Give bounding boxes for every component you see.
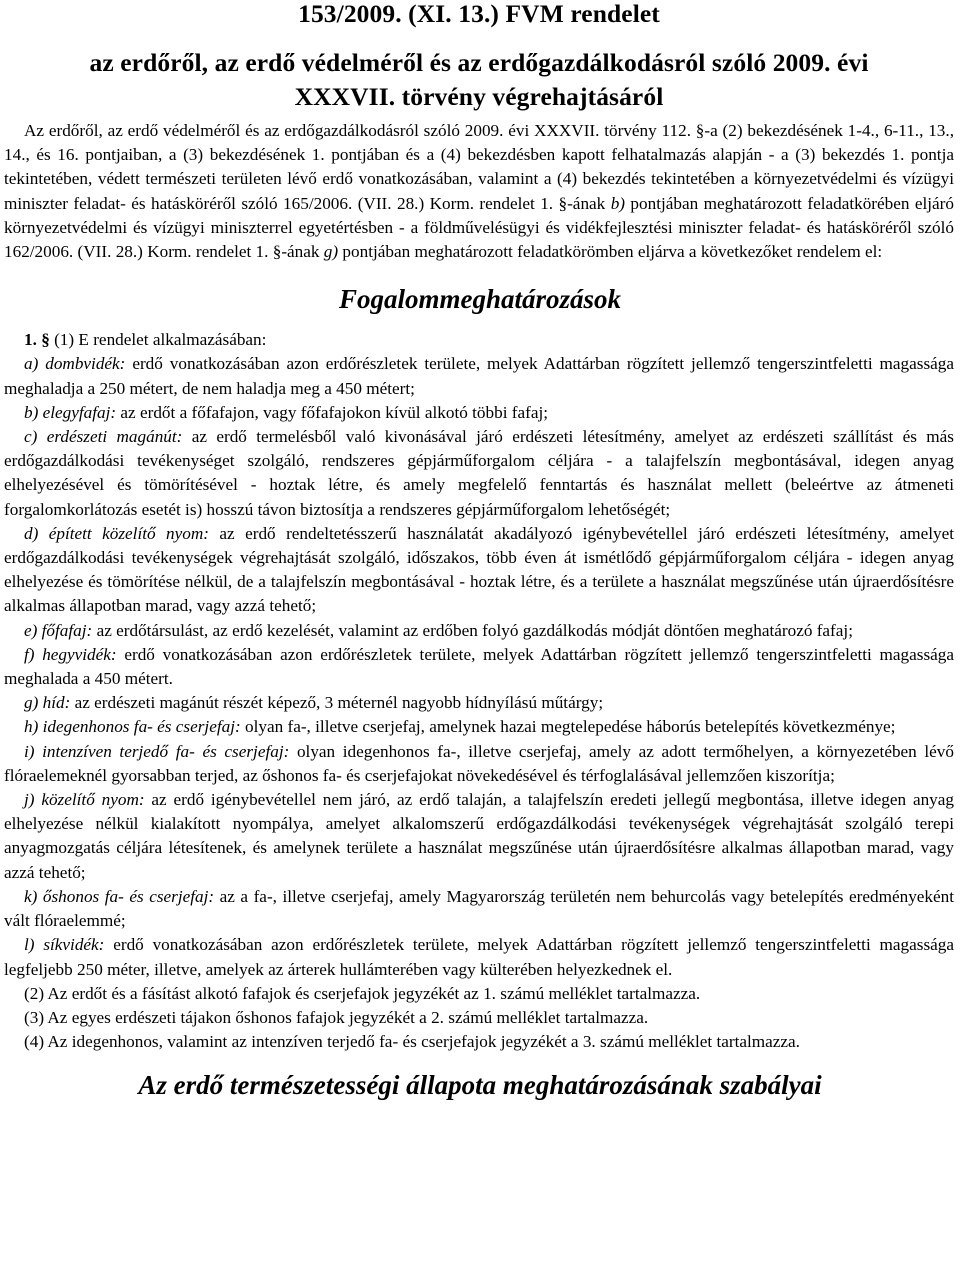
definition-text: erdő vonatkozásában azon erdőrészletek területe, melyek Adattárban rögzített jellemző tengerszintfeletti magassága meghaladja a 250 métert, de nem haladja meg a 450 métert; (4, 354, 954, 398)
definition-term: i) intenzíven terjedő fa- és cserjefaj: (24, 741, 290, 761)
definition-text: az erdő termelésből való kivonásával járó erdészeti létesítmény, amelyet az erdészeti szállítást és más erdőgazdálkodási tevékenységet szolgáló, rendszeres gépjárműforgalom céljára - a talajfelszín megbontásával, idegen anyag elhelyezésével és tömörítésével - hoztak létre, és amely megfelelő fenntartás és használat mellett (beleértve az átmeneti forgalomkorlátozás esetét is) hosszú távon biztosítja a rendszeres gépjárműforgalom lehetőségét; (4, 427, 954, 519)
preamble-point-g: g) (323, 242, 339, 262)
definition-item (4, 788, 954, 885)
document-subtitle-line-1: az erdőről, az erdő védelméről és az erdőgazdálkodásról szóló 2009. évi (89, 48, 869, 77)
document-subtitle-line-2: XXXVII. törvény végrehajtásáról (294, 82, 664, 111)
definition-term: e) főfafaj: (24, 620, 93, 640)
preamble-point-b: b) (610, 193, 626, 213)
section-1-intro (4, 328, 954, 352)
definition-text: az erdő igénybevétellel nem járó, az erdő talaján, a talajfelszín eredeti jellegű megbontása, illetve idegen anyag elhelyezése nélkül kialakított nyompálya, amelyet alkalomszerű erdőgazdálkodási tevékenységek végrehajtását szolgáló terepi anyagmozgatás céljára létesítenek, és amelynek területe a használat megszűnése után újraerdősítésre alkalmas állapotban marad, vagy azzá tehető; (4, 790, 954, 882)
definition-term: j) közelítő nyom: (24, 790, 145, 810)
definition-term: d) épített közelítő nyom: (24, 523, 209, 543)
definition-item (4, 425, 954, 522)
definition-item (4, 715, 954, 739)
definition-item (4, 885, 954, 933)
definition-item (4, 619, 954, 643)
definition-term: k) őshonos fa- és cserjefaj: (24, 886, 215, 906)
definition-term: h) idegenhonos fa- és cserjefaj: (24, 717, 241, 737)
definition-term: c) erdészeti magánút: (24, 427, 183, 447)
definition-item (4, 933, 954, 981)
definition-item (4, 643, 954, 691)
definition-text: az a fa-, illetve cserjefaj, amely Magyarország területén nem behurcolás vagy betelepítés eredményeként vált flóraelemmé; (4, 886, 955, 931)
definition-text: az erdőtársulást, az erdő kezelését, valamint az erdőben folyó gazdálkodás módját döntően meghatározó fafaj; (92, 620, 853, 640)
subsection-4: (4) Az idegenhonos, valamint az intenzíven terjedő fa- és cserjefajok jegyzékét a 3. számú melléklet tartalmazza. (24, 1032, 800, 1052)
preamble-text-1: Az erdőről, az erdő védelméről és az erdőgazdálkodásról szóló 2009. évi XXXVII. törvény 112. §-a (2) bekezdésének 1-4., 6-11., 13., 14., és 16. pontjaiban, a (3) bekezdésének 1. pontjában és a (4) bekezdésben kapott felhatalmazás alapján - a (3) bekezdés 1. pontja tekintetében, védett természeti területen lévő erdő vonatkozásában, valamint a (4) bekezdés tekintetében a környezetvédelmi és vízügyi miniszter feladat- és hatásköréről szóló 165/2006. (VII. 28.) Korm. rendelet 1. §-ának (4, 121, 954, 213)
definition-term: a) dombvidék: (24, 354, 126, 374)
section-heading-definitions: Fogalommeghatározások (338, 284, 622, 315)
definition-item (4, 522, 954, 619)
definition-term: f) hegyvidék: (24, 644, 117, 664)
definition-item (4, 401, 954, 425)
definition-text: erdő vonatkozásában azon erdőrészletek területe, melyek Adattárban rögzített jellemző tengerszintfeletti magassága legfeljebb 250 méter, illetve, amelyek az árterek hullámterében vagy külterében helyezkednek el. (4, 935, 955, 979)
document-title: 153/2009. (XI. 13.) FVM rendelet (298, 0, 660, 28)
definition-item (4, 740, 954, 788)
definition-text: olyan fa-, illetve cserjefaj, amelynek hazai megtelepedése háborús betelepítés következménye; (240, 717, 896, 737)
section-number: 1. § (24, 330, 50, 350)
section-intro-text: (1) E rendelet alkalmazásában: (49, 330, 267, 350)
definition-term: g) híd: (24, 693, 71, 713)
definition-text: az erdő rendeltetésszerű használatát akadályozó igénybevétellel járó erdészeti létesítmény, amelyet erdőgazdálkodási tevékenységek végrehajtását szolgáló, időszakos, több éven át ismétlődő gépjárműforgalom céljára - idegen anyag elhelyezése és tömörítése nélkül, de a talajfelszín megbontásával - hoztak létre, és a területe a használat megszűnése után újraerdősítésre alkalmas állapotban marad, vagy azzá tehető; (4, 523, 954, 616)
definition-term: l) síkvidék: (24, 935, 105, 955)
subsection-3: (3) Az egyes erdészeti tájakon őshonos fafajok jegyzékét a 2. számú melléklet tartalmazza. (24, 1007, 649, 1027)
definition-item (4, 352, 954, 400)
definition-text: az erdőt a főfafajon, vagy főfafajokon kívül alkotó többi fafaj; (116, 402, 549, 422)
definitions-list (4, 352, 954, 981)
preamble-text-3: pontjában meghatározott feladatkörömben eljárva a következőket rendelem el: (338, 242, 883, 262)
definition-item (4, 691, 954, 715)
definition-text: olyan idegenhonos fa-, illetve cserjefaj, amely az adott termőhelyen, a környezetében lévő flóraelemeknél gyorsabban terjed, az őshonos fa- és cserjefajokat növekedésével és térfoglalásával jellemzően kiszorítja; (4, 741, 954, 785)
definition-text: az erdészeti magánút részét képező, 3 méternél nagyobb hídnyílású műtárgy; (70, 693, 604, 713)
definition-term: b) elegyfafaj: (24, 402, 117, 422)
definition-text: erdő vonatkozásában azon erdőrészletek területe, melyek Adattárban rögzített jellemző tengerszintfeletti magassága meghalada a 450 métert. (4, 644, 954, 689)
subsection-2: (2) Az erdőt és a fásítást alkotó fafajok és cserjefajok jegyzékét az 1. számú melléklet tartalmazza. (24, 983, 701, 1003)
preamble-text-2: pontjában meghatározott feladatkörében eljáró környezetvédelmi és vízügyi miniszterrel egyetértésben - a földművelésügyi és vidékfejlesztési miniszter feladat- és hatásköréről szóló 162/2006. (VII. 28.) Korm. rendelet 1. §-ának (4, 193, 954, 262)
preamble-paragraph (4, 119, 954, 264)
section-heading-naturalness: Az erdő természetességi állapota meghatározásának szabályai (138, 1070, 822, 1101)
